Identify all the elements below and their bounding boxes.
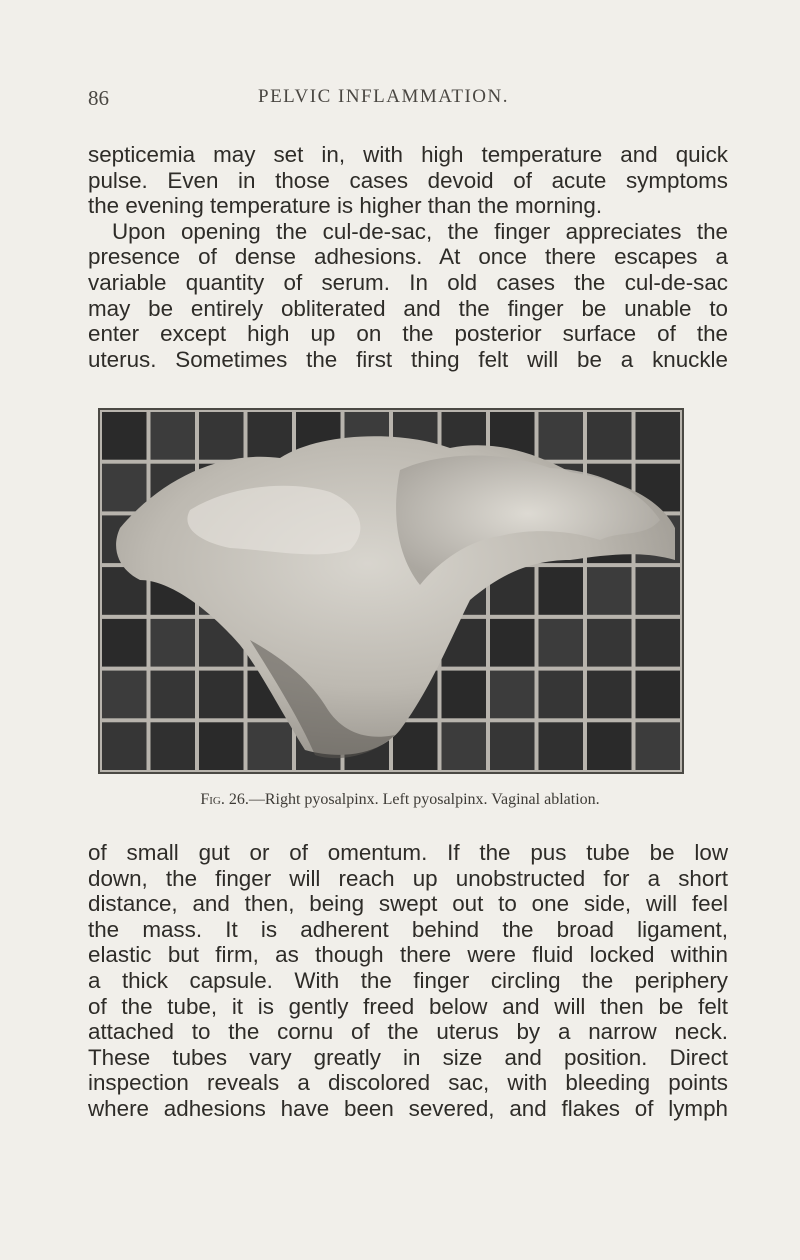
grid-cell <box>587 619 632 667</box>
figure-label: Fig. 26. <box>200 791 249 808</box>
grid-cell <box>102 671 147 719</box>
grid-cell <box>199 412 244 460</box>
grid-cell <box>490 619 535 667</box>
text-line: down, the finger will reach up unobstructed for a short <box>88 865 728 891</box>
text-line: elastic but firm, as though there were fluid locked within <box>88 942 728 968</box>
text-line: where adhesions have been severed, and flakes of lymph <box>88 1095 728 1121</box>
grid-cell <box>151 412 196 460</box>
grid-cell <box>442 722 487 770</box>
text-line: septicemia may set in, with high temperature and quick <box>88 142 728 167</box>
text-line: pulse. Even in those cases devoid of acute symptoms <box>88 167 728 193</box>
text-line: the mass. It is adherent behind the broad ligament, <box>88 916 728 942</box>
grid-cell <box>151 671 196 719</box>
grid-cell <box>587 671 632 719</box>
grid-cell <box>248 722 293 770</box>
body-text-top <box>88 142 728 372</box>
grid-cell <box>102 464 147 512</box>
grid-cell <box>199 722 244 770</box>
grid-cell <box>539 567 584 615</box>
grid-cell <box>539 671 584 719</box>
grid-cell <box>490 722 535 770</box>
page-number: 86 <box>88 86 109 110</box>
text-line: attached to the cornu of the uterus by a narrow neck. <box>88 1019 728 1045</box>
grid-cell <box>636 412 681 460</box>
text-line: presence of dense adhesions. At once there escapes a <box>88 244 728 270</box>
specimen-photo <box>100 410 682 772</box>
grid-cell <box>636 567 681 615</box>
text-line: may be entirely obliterated and the finger be unable to <box>88 295 728 321</box>
grid-cell <box>636 722 681 770</box>
text-line: the evening temperature is higher than the morning. <box>88 193 603 219</box>
grid-cell <box>490 671 535 719</box>
running-head: PELVIC INFLAMMATION. <box>258 86 509 107</box>
grid-cell <box>151 722 196 770</box>
grid-cell <box>636 671 681 719</box>
text-line: distance, and then, being swept out to one side, will feel <box>88 891 728 917</box>
text-line: uterus. Sometimes the first thing felt will be a knuckle <box>88 346 728 372</box>
text-line: variable quantity of serum. In old cases the cul-de-sac <box>88 269 728 295</box>
grid-cell <box>587 567 632 615</box>
grid-cell <box>102 722 147 770</box>
figure-caption <box>0 791 800 809</box>
figure-photograph <box>98 408 684 774</box>
text-line: of the tube, it is gently freed below and will then be felt <box>88 993 728 1019</box>
text-line: Upon opening the cul-de-sac, the finger appreciates the <box>112 218 728 244</box>
grid-cell <box>539 412 584 460</box>
text-line: of small gut or of omentum. If the pus tube be low <box>88 840 728 865</box>
page-header <box>0 86 800 116</box>
text-line: inspection reveals a discolored sac, with bleeding points <box>88 1070 728 1096</box>
grid-cell <box>587 722 632 770</box>
grid-cell <box>199 671 244 719</box>
text-line: These tubes vary greatly in size and position. Direct <box>88 1044 728 1070</box>
grid-cell <box>102 412 147 460</box>
grid-cell <box>248 412 293 460</box>
grid-cell <box>151 619 196 667</box>
grid-cell <box>102 619 147 667</box>
grid-cell <box>539 722 584 770</box>
text-line: enter except high up on the posterior surface of the <box>88 321 728 347</box>
body-text-bottom <box>88 840 728 1122</box>
grid-cell <box>442 671 487 719</box>
grid-cell <box>636 619 681 667</box>
grid-cell <box>587 412 632 460</box>
figure-caption-text: —Right pyosalpinx. Left pyosalpinx. Vaginal ablation. <box>248 791 600 808</box>
text-line: a thick capsule. With the finger circling the periphery <box>88 967 728 993</box>
grid-cell <box>539 619 584 667</box>
